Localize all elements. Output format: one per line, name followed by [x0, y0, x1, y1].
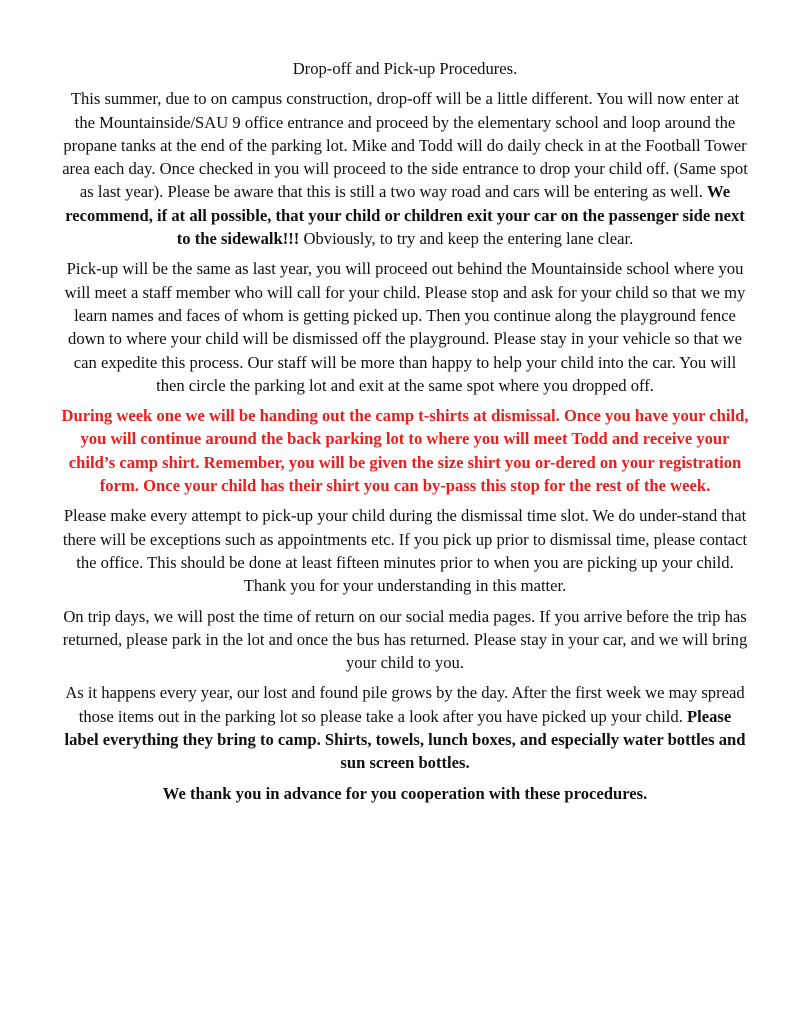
lost-found-label-notice: Please label everything they bring to camp. Shirts, towels, lunch boxes, and especially water bottles and sun screen bottles. — [64, 706, 746, 773]
document-page — [60, 57, 750, 812]
pickup-paragraph: Pick-up will be the same as last year, you will proceed out behind the Mountainside school where you will meet a staff member who will call for your child. Please stop and ask for your child so that we my learn names and faces of whom is getting picked up. Then you continue along the playground fence down to where your child will be dismissed off the playground. Please stay in your vehicle so that we can expedite this process. Our staff will be more than happy to help your child into the car. You will then circle the parking lot and exit at the same spot where you dropped off. — [64, 259, 746, 395]
dropoff-paragraph — [60, 87, 750, 250]
dropoff-text: This summer, due to on campus construction, drop-off will be a little different. You will now enter at the Mountainside/SAU 9 office entrance and proceed by the elementary school and loop around the propane tanks at the end of the parking lot. Mike and Todd will do daily check in at the Football Tower area each day. Once checked in you will proceed to the side entrance to drop your child off. (Same spot as last year). Please be aware that this is still a two way road and cars will be entering as well. — [62, 89, 748, 202]
document-title: Drop-off and Pick-up Procedures. — [292, 59, 518, 78]
dismissal-paragraph: Please make every attempt to pick-up your child during the dismissal time slot. We do under-stand that there will be exceptions such as appointments etc. If you pick up prior to dismissal time, please contact the office. This should be done at least fifteen minutes prior to when you are picking up your child. Thank you for your understanding in this matter. — [62, 506, 748, 596]
closing-line: We thank you in advance for you cooperation with these procedures. — [162, 783, 648, 803]
dropoff-after: Obviously, to try and keep the entering lane clear. — [299, 229, 634, 249]
dropoff-recommendation: We recommend, if at all possible, that your child or children exit your car on the passenger side next to the sidewalk!!! — [65, 182, 745, 249]
lost-found-paragraph — [60, 681, 750, 774]
tshirt-notice: During week one we will be handing out the camp t-shirts at dismissal. Once you have your child, you will continue around the back parking lot to where you will meet Todd and receive your child’s camp shirt. Remember, you will be given the size shirt you or-dered on your registration form. Once your child has their shirt you can by-pass this stop for the rest of the week. — [61, 406, 749, 496]
trip-days-paragraph: On trip days, we will post the time of return on our social media pages. If you arrive before the trip has returned, please park in the lot and once the bus has returned. Please stay in your car, and we will bring your child to you. — [62, 606, 748, 673]
lost-found-text: As it happens every year, our lost and found pile grows by the day. After the first week we may spread those items out in the parking lot so please take a look after you have picked up your child. — [65, 683, 745, 726]
